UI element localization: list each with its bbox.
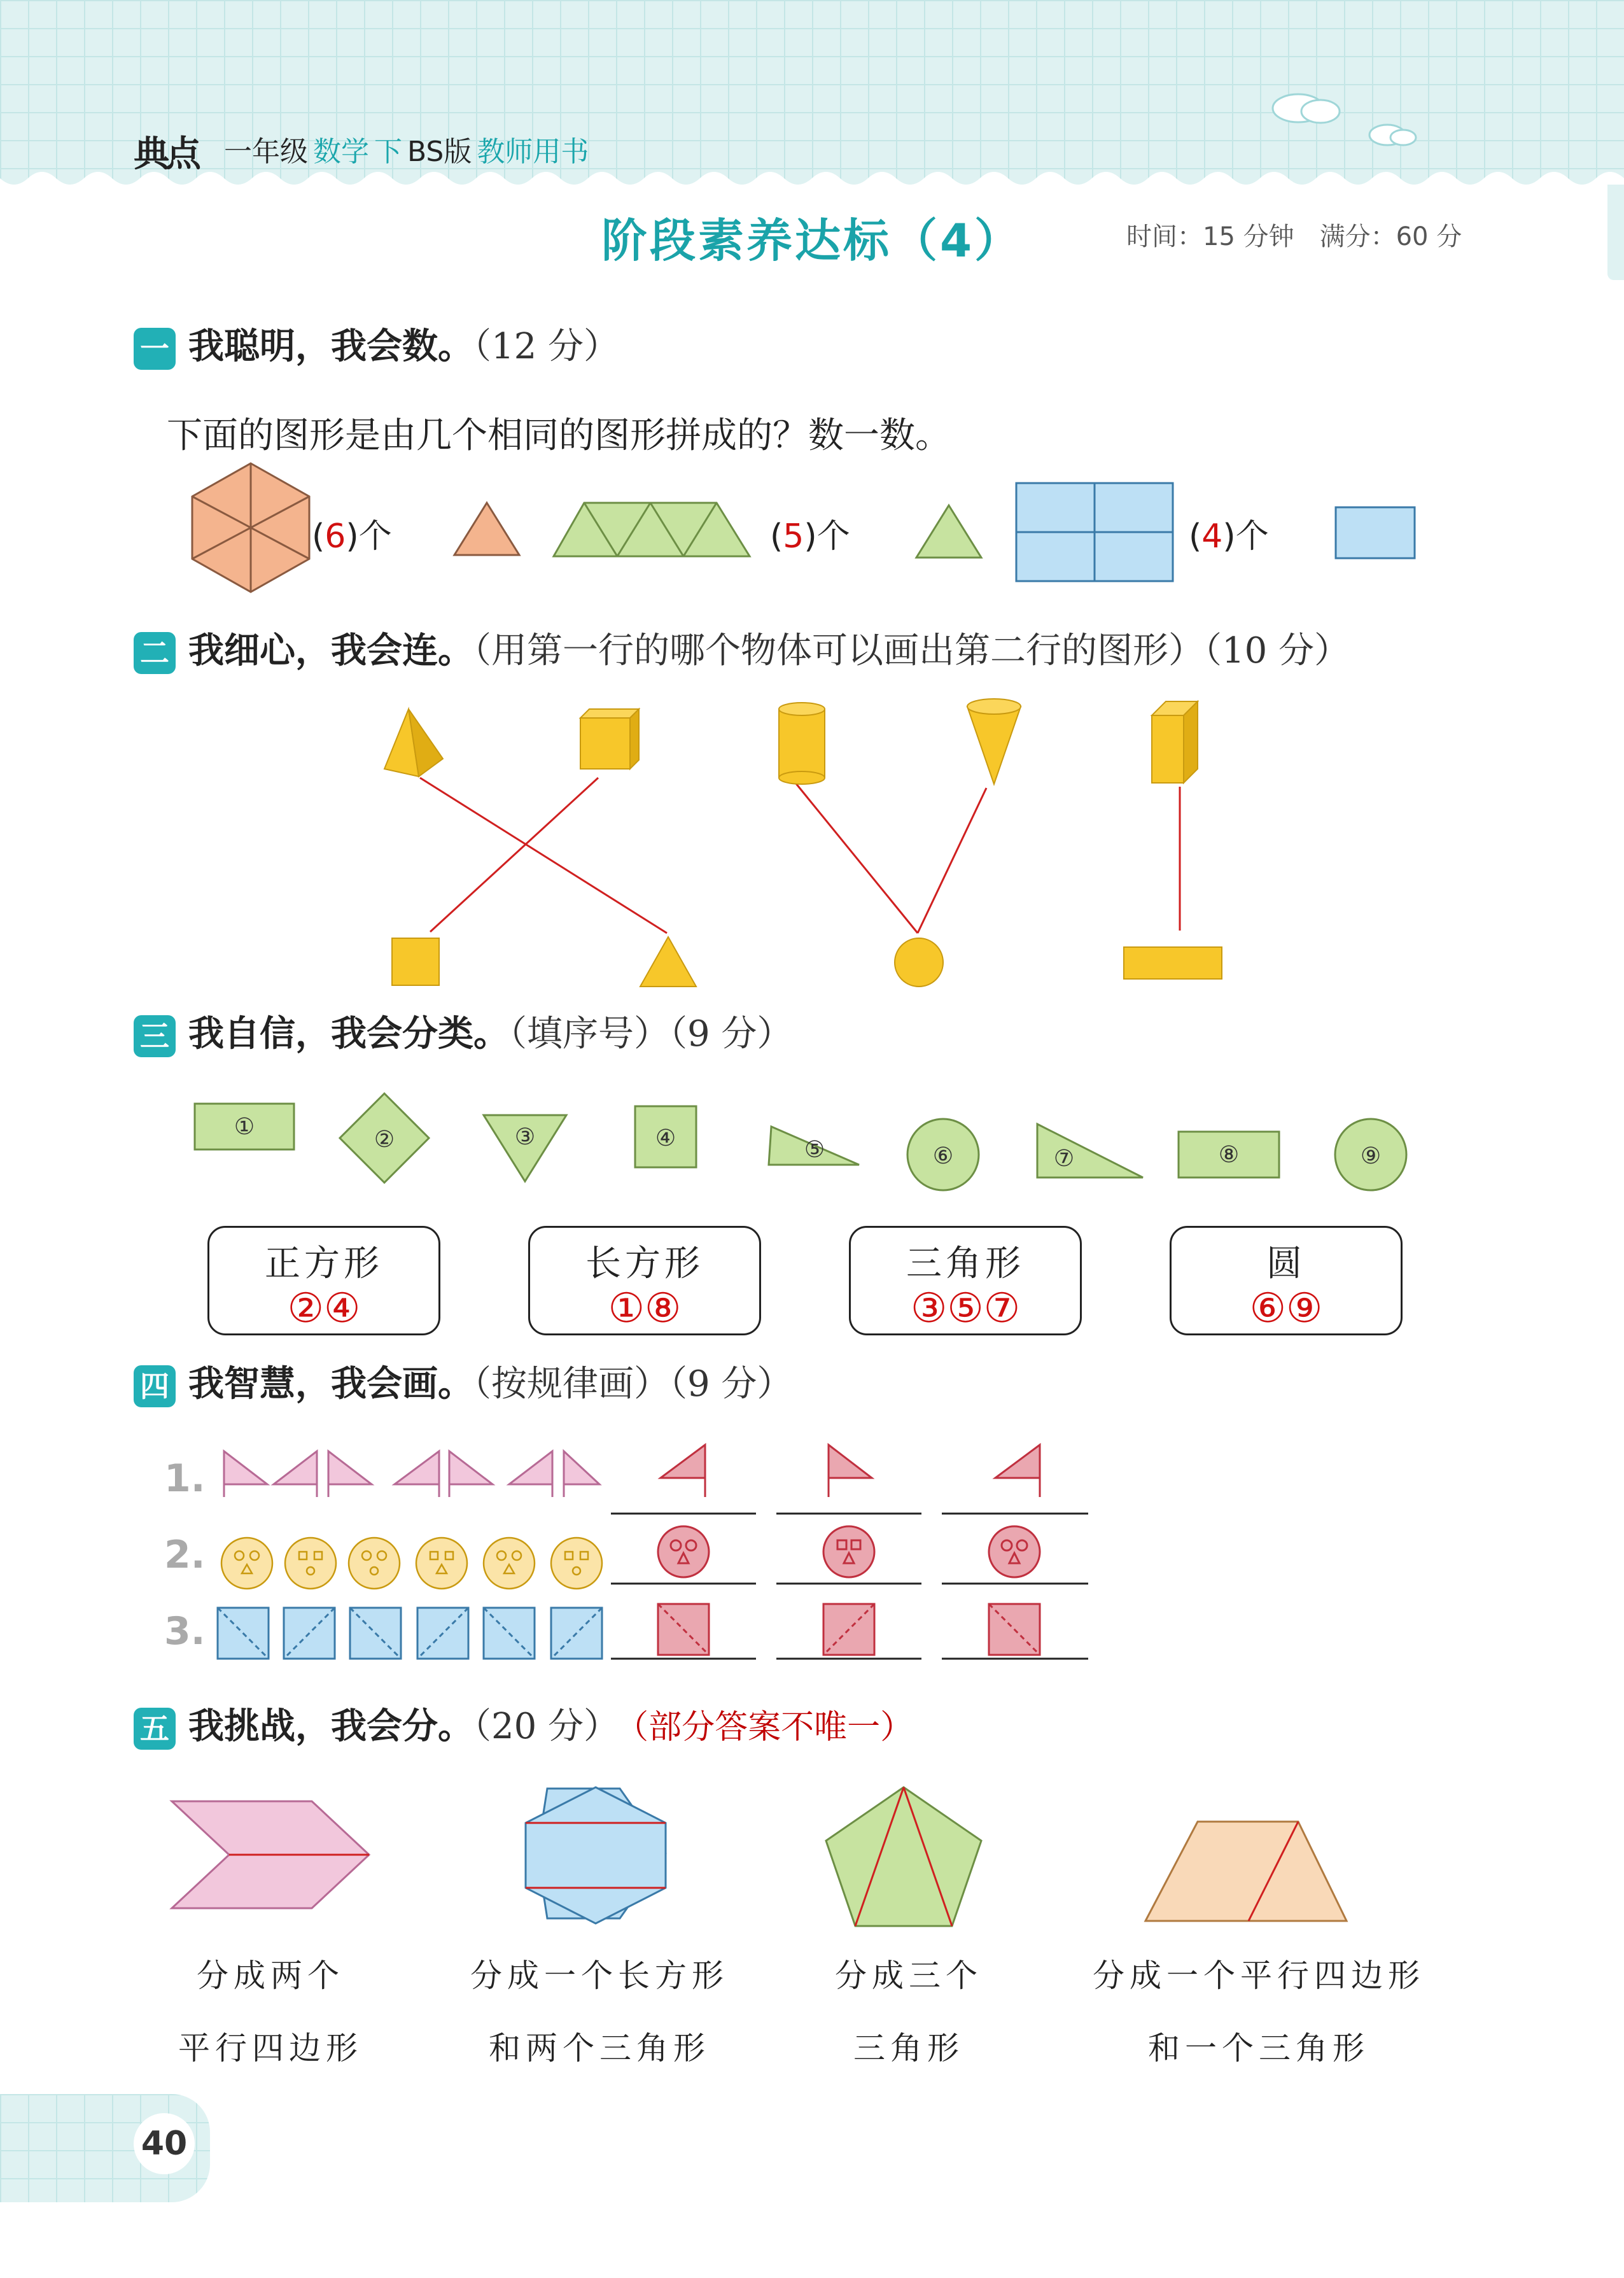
cloud-icon [1260,83,1425,159]
brand-logo: 典点 [134,134,197,175]
caption-2-line2: 和两个三角形 [489,2030,710,2067]
book-info-line [224,129,594,169]
svg-text:②: ② [374,1127,395,1153]
svg-text:⑦: ⑦ [1053,1146,1075,1172]
term-label: 下 [374,136,402,168]
category-label: 圆 [1266,1243,1306,1284]
shape-4-square [635,1106,696,1167]
page-title: 阶段素养达标（4） [601,214,1023,267]
pattern-row-1-label: 1. [164,1456,206,1501]
svg-text:③: ③ [514,1124,536,1150]
category-label: 长方形 [585,1243,704,1284]
category-box-square [207,1226,440,1335]
svg-text:⑤: ⑤ [804,1137,825,1163]
caption-3-line1: 分成三个 [835,1957,983,1994]
edition-label: BS版 [407,136,472,168]
match-line-cylinder-circle [795,783,918,933]
cube-icon [580,709,639,769]
pattern-drawing-area [210,1438,1114,1668]
section-1-heading [134,318,619,370]
circle-target [895,938,943,987]
rectangle-count-answer: (4)个 [1189,517,1269,556]
section-1-instruction: 下面的图形是由几个相同的图形拼成的？数一数。 [167,415,951,456]
section-2-badge: 二 [134,632,176,674]
flag-answers [661,1445,1040,1497]
hexagon-shape [188,461,313,594]
svg-text:④: ④ [655,1125,676,1151]
category-label: 正方形 [265,1243,383,1284]
svg-text:⑥: ⑥ [932,1143,954,1169]
orange-triangle-unit [452,500,522,558]
grade-label: 一年级 [224,136,308,168]
caption-1-line1: 分成两个 [197,1957,344,1994]
blue-rectangle-unit [1334,505,1417,560]
trapezoid-shape [551,500,752,559]
rectangle-target [1124,947,1222,979]
time-score-info: 时间：15 分钟 满分：60 分 [1126,222,1462,251]
pattern-row-3-label: 3. [164,1609,206,1654]
pentagon-shape [826,1787,981,1926]
subject-label: 数学 [313,136,369,168]
svg-text:①: ① [234,1114,255,1140]
cone-icon [967,699,1021,784]
category-box-circle [1170,1226,1403,1335]
shape-8-rectangle [1179,1132,1279,1178]
section-3-title: 我自信，我会分类。 [188,1013,509,1055]
category-answer: ⑥⑨ [1249,1285,1323,1332]
caption-2-line1: 分成一个长方形 [470,1957,729,1994]
section-4-heading [134,1356,792,1407]
section-1-badge: 一 [134,328,176,370]
square-target [392,938,439,985]
svg-text:⑨: ⑨ [1360,1143,1382,1169]
section-3-heading [134,1006,792,1057]
matching-diagram [356,694,1260,993]
cylinder-icon [779,703,825,784]
category-label: 三角形 [906,1243,1025,1284]
section-5-title: 我挑战，我会分。 [188,1706,473,1747]
pattern-row-2-label: 2. [164,1533,206,1577]
category-answer: ①⑧ [608,1285,682,1332]
category-answer: ②④ [287,1285,361,1332]
category-box-rectangle [528,1226,761,1335]
section-4-badge: 四 [134,1365,176,1407]
pyramid-icon [384,709,443,777]
caption-1-line2: 平行四边形 [178,2030,363,2067]
classification-shapes [185,1088,1425,1203]
category-box-triangle [849,1226,1082,1335]
hexagon-division-shape [526,1787,666,1923]
section-5-points: （20 分） [473,1706,620,1747]
rectangular-prism-icon [1152,701,1198,783]
section-5-heading [134,1698,913,1750]
shape-2-square-rotated [340,1093,429,1183]
section-2-heading [134,622,1350,674]
face-pattern-row [221,1538,602,1589]
trapezoid-division-shape [1145,1822,1347,1921]
shape-3-triangle [484,1115,566,1181]
section-5-note: （部分答案不唯一） [632,1708,914,1747]
shape-1-rectangle [195,1104,294,1150]
match-line-pyramid-triangle [420,778,667,933]
shape-9-circle [1335,1119,1406,1190]
section-3-badge: 三 [134,1015,176,1057]
section-1-points: （12 分） [473,326,620,367]
section-5-badge: 五 [134,1708,176,1750]
triangle-target [640,937,696,987]
caption-3-line2: 三角形 [853,2030,964,2067]
green-triangle-unit [914,503,984,560]
section-1-title: 我聪明，我会数。 [188,326,473,367]
section-3-points: （填序号）（9 分） [509,1013,793,1055]
square-answers [658,1604,1040,1655]
trapezoid-count-answer: (5)个 [770,517,850,556]
section-4-title: 我智慧，我会画。 [188,1363,473,1405]
chevron-shape [172,1801,369,1908]
shape-6-circle [907,1119,979,1190]
book-type-label: 教师用书 [477,136,589,168]
category-answer: ③⑤⑦ [910,1285,1021,1332]
shape-5-triangle [769,1127,859,1165]
caption-4-line1: 分成一个平行四边形 [1093,1957,1425,1994]
square-pattern-row [218,1608,602,1659]
section-4-points: （按规律画）（9 分） [473,1363,793,1405]
big-rectangle-shape [1014,481,1175,583]
section-2-points: （用第一行的哪个物体可以画出第二行的图形）（10 分） [473,630,1350,671]
match-line-cone-circle [918,788,986,933]
division-shapes [165,1782,1375,1935]
page-number: 40 [134,2113,195,2174]
caption-4-line2: 和一个三角形 [1148,2030,1369,2067]
flag-pattern-row [224,1451,599,1497]
section-2-title: 我细心，我会连。 [188,630,473,671]
hexagon-count-answer: (6)个 [312,517,392,556]
svg-text:⑧: ⑧ [1218,1142,1240,1168]
shape-7-right-triangle [1037,1124,1143,1178]
face-answers [658,1526,1040,1577]
